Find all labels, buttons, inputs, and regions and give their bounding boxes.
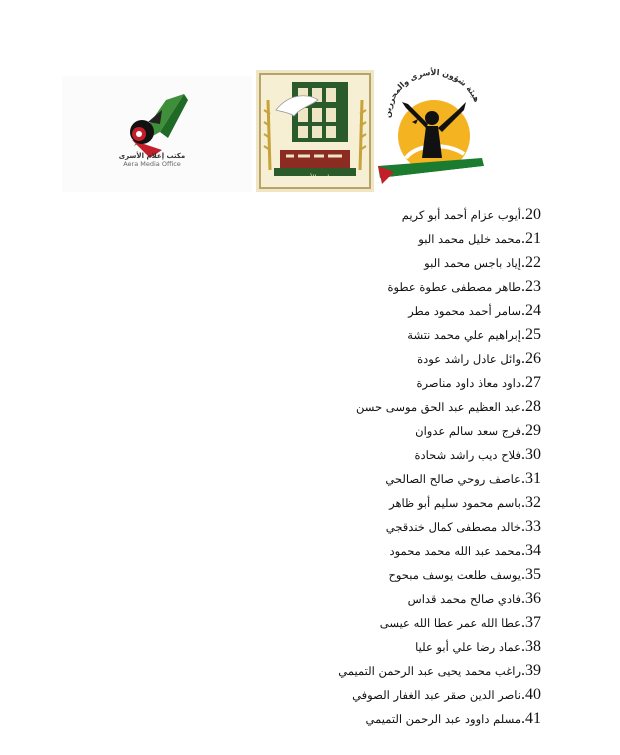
item-name: سامر أحمد محمود مطر — [408, 304, 521, 318]
list-item: 33.خالد مصطفى كمال خندقجي — [385, 518, 541, 535]
commission-label: هيئة شؤون الأسرى والمحررين — [382, 67, 482, 119]
item-name: محمد خليل محمد البو — [418, 232, 521, 246]
list-item: 24.سامر أحمد محمود مطر — [408, 302, 541, 319]
item-number: 25 — [525, 326, 541, 343]
item-name: عطا الله عمر عطا الله عيسى — [379, 616, 521, 630]
item-name: وائل عادل راشد عودة — [417, 352, 521, 366]
list-item: 26.وائل عادل راشد عودة — [417, 350, 541, 367]
list-item: 20.أيوب عزام أحمد أبو كريم — [401, 206, 541, 223]
list-item: 37.عطا الله عمر عطا الله عيسى — [379, 614, 541, 631]
item-name: إياد باجس محمد البو — [424, 256, 521, 270]
item-number: 27 — [525, 374, 541, 391]
item-number: 20 — [525, 206, 541, 223]
raised-fists-sun-icon — [376, 62, 488, 186]
item-number: 35 — [525, 566, 541, 583]
item-name: فرج سعد سالم عدوان — [415, 424, 521, 438]
item-number: 33 — [525, 518, 541, 535]
item-number: 29 — [525, 422, 541, 439]
prisoners-commission-logo — [376, 62, 488, 186]
item-name: طاهر مصطفى عطوة عطوة — [387, 280, 521, 294]
list-item: 21.محمد خليل محمد البو — [418, 230, 541, 247]
list-item: 28.عبد العظيم عبد الحق موسى حسن — [356, 398, 541, 415]
item-number: 31 — [525, 470, 541, 487]
item-name: داود معاذ داود مناصرة — [416, 376, 521, 390]
list-item: 35.يوسف طلعت يوسف مبحوح — [388, 566, 541, 583]
list-item: 36.فادي صالح محمد قداس — [407, 590, 541, 607]
item-name: يوسف طلعت يوسف مبحوح — [388, 568, 521, 582]
list-item: 27.داود معاذ داود مناصرة — [416, 374, 541, 391]
list-item: 23.طاهر مصطفى عطوة عطوة — [387, 278, 541, 295]
item-number: 30 — [525, 446, 541, 463]
list-item: 39.راغب محمد يحيى عبد الرحمن التميمي — [338, 662, 541, 679]
item-number: 39 — [525, 662, 541, 679]
list-item: 31.عاصف روحي صالح الصالحي — [385, 470, 541, 487]
list-item: 38.عماد رضا علي أبو عليا — [415, 638, 541, 655]
item-number: 21 — [525, 230, 541, 247]
item-name: فادي صالح محمد قداس — [407, 592, 521, 606]
aera-caption — [112, 152, 192, 168]
item-number: 32 — [525, 494, 541, 511]
item-number: 36 — [525, 590, 541, 607]
item-number: 38 — [525, 638, 541, 655]
list-item: 30.فلاح ديب راشد شحادة — [414, 446, 541, 463]
list-item: 29.فرج سعد سالم عدوان — [415, 422, 541, 439]
list-item: 40.ناصر الدين صقر عبد الغفار الصوفي — [352, 686, 541, 703]
item-name: محمد عبد الله محمد محمود — [389, 544, 521, 558]
aera-logo-mark-icon — [62, 76, 252, 192]
item-name: عبد العظيم عبد الحق موسى حسن — [356, 400, 521, 414]
item-name: مسلم داوود عبد الرحمن التميمي — [365, 712, 521, 726]
item-number: 28 — [525, 398, 541, 415]
prisoners-club-logo — [256, 70, 374, 192]
item-number: 24 — [525, 302, 541, 319]
list-item: 25.إبراهيم علي محمد نتشة — [407, 326, 541, 343]
item-number: 23 — [525, 278, 541, 295]
club-label: نادي الأسير — [298, 174, 332, 182]
list-item: 32.باسم محمود سليم أبو ظاهر — [389, 494, 541, 511]
aera-label-ar: مكتب إعلام الأسرى — [118, 152, 186, 160]
item-name: إبراهيم علي محمد نتشة — [407, 328, 521, 342]
item-number: 26 — [525, 350, 541, 367]
item-name: ناصر الدين صقر عبد الغفار الصوفي — [352, 688, 521, 702]
item-number: 37 — [525, 614, 541, 631]
header-logos — [0, 62, 620, 192]
item-name: أيوب عزام أحمد أبو كريم — [401, 208, 521, 222]
item-number: 40 — [525, 686, 541, 703]
aera-media-office-logo — [62, 76, 252, 192]
list-item: 22.إياد باجس محمد البو — [424, 254, 541, 271]
item-name: عاصف روحي صالح الصالحي — [385, 472, 521, 486]
item-number: 34 — [525, 542, 541, 559]
list-item: 41.مسلم داوود عبد الرحمن التميمي — [365, 710, 541, 727]
item-number: 41 — [525, 710, 541, 727]
item-name: راغب محمد يحيى عبد الرحمن التميمي — [338, 664, 521, 678]
item-number: 22 — [525, 254, 541, 271]
aera-label-en: Aera Media Office — [123, 160, 181, 168]
item-name: عماد رضا علي أبو عليا — [415, 640, 521, 654]
item-name: باسم محمود سليم أبو ظاهر — [389, 496, 521, 510]
item-name: خالد مصطفى كمال خندقجي — [385, 520, 521, 534]
item-name: فلاح ديب راشد شحادة — [414, 448, 521, 462]
list-item: 34.محمد عبد الله محمد محمود — [389, 542, 541, 559]
